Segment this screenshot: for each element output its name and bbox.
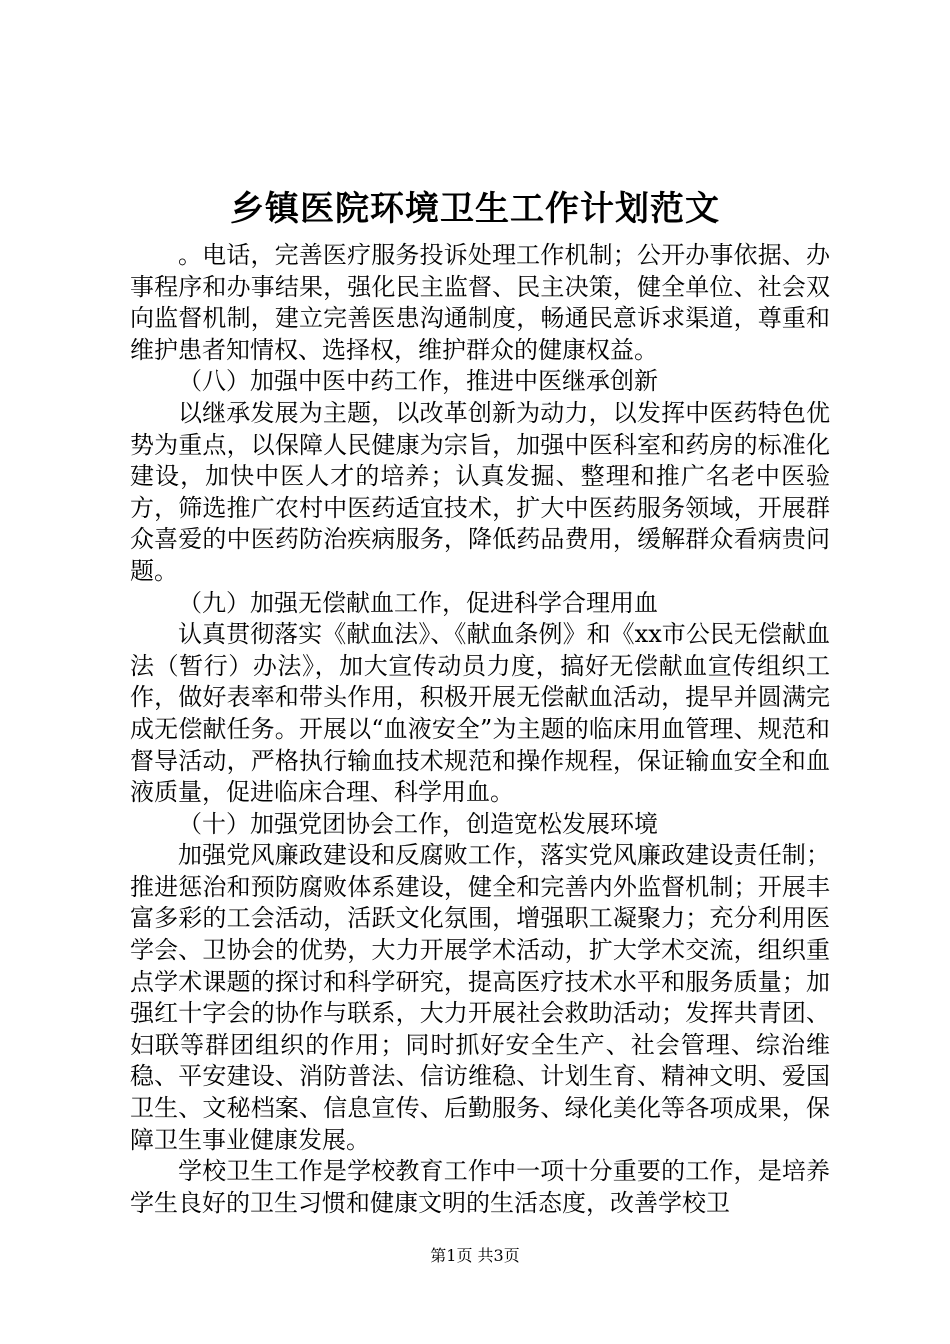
paragraph: 。电话，完善医疗服务投诉处理工作机制；公开办事依据、办事程序和办事结果，强化民主监督、民主决策，健全单位、社会双向监督机制，建立完善医患沟通制度，畅通民意诉求渠道，尊重和维护患者知情权、选择权，维护群众的健康权益。: [130, 241, 830, 364]
section-heading: （八）加强中医中药工作，推进中医继承创新: [178, 367, 658, 396]
document-body: [130, 240, 830, 1219]
page-footer: 第1页 共3页: [430, 1246, 520, 1265]
paragraph: 以继承发展为主题，以改革创新为动力，以发挥中医药特色优势为重点，以保障人民健康为宗旨，加强中医科室和药房的标准化建设，加快中医人才的培养；认真发掘、整理和推广名老中医验方，筛选推广农村中医药适宜技术，扩大中医药服务领域，开展群众喜爱的中医药防治疾病服务，降低药品费用，缓解群众看病贵问题。: [130, 398, 830, 585]
section-heading: （十）加强党团协会工作，创造宽松发展环境: [178, 809, 658, 838]
paragraph: 学校卫生工作是学校教育工作中一项十分重要的工作，是培养学生良好的卫生习惯和健康文明的生活态度，改善学校卫: [130, 1157, 830, 1217]
page-title: 乡镇医院环境卫生工作计划范文: [230, 189, 720, 229]
paragraph: 认真贯彻落实《献血法》、《献血条例》和《xx市公民无偿献血法（暂行）办法》，加大宣传动员力度，搞好无偿献血宣传组织工作，做好表率和带头作用，积极开展无偿献血活动，提早并圆满完成无偿献任务。开展以“血液安全”为主题的临床用血管理、规范和督导活动，严格执行输血技术规范和操作规程，保证输血安全和血液质量，促进临床合理、科学用血。: [130, 620, 830, 807]
section-heading: （九）加强无偿献血工作，促进科学合理用血: [178, 588, 658, 617]
paragraph: 加强党风廉政建设和反腐败工作，落实党风廉政建设责任制；推进惩治和预防腐败体系建设，健全和完善内外监督机制；开展丰富多彩的工会活动，活跃文化氛围，增强职工凝聚力；充分利用医学会、卫协会的优势，大力开展学术活动，扩大学术交流，组织重点学术课题的探讨和科学研究，提高医疗技术水平和服务质量；加强红十字会的协作与联系，大力开展社会救助活动；发挥共青团、妇联等群团组织的作用；同时抓好安全生产、社会管理、综治维稳、平安建设、消防普法、信访维稳、计划生育、精神文明、爱国卫生、文秘档案、信息宣传、后勤服务、绿化美化等各项成果，保障卫生事业健康发展。: [130, 841, 830, 1154]
